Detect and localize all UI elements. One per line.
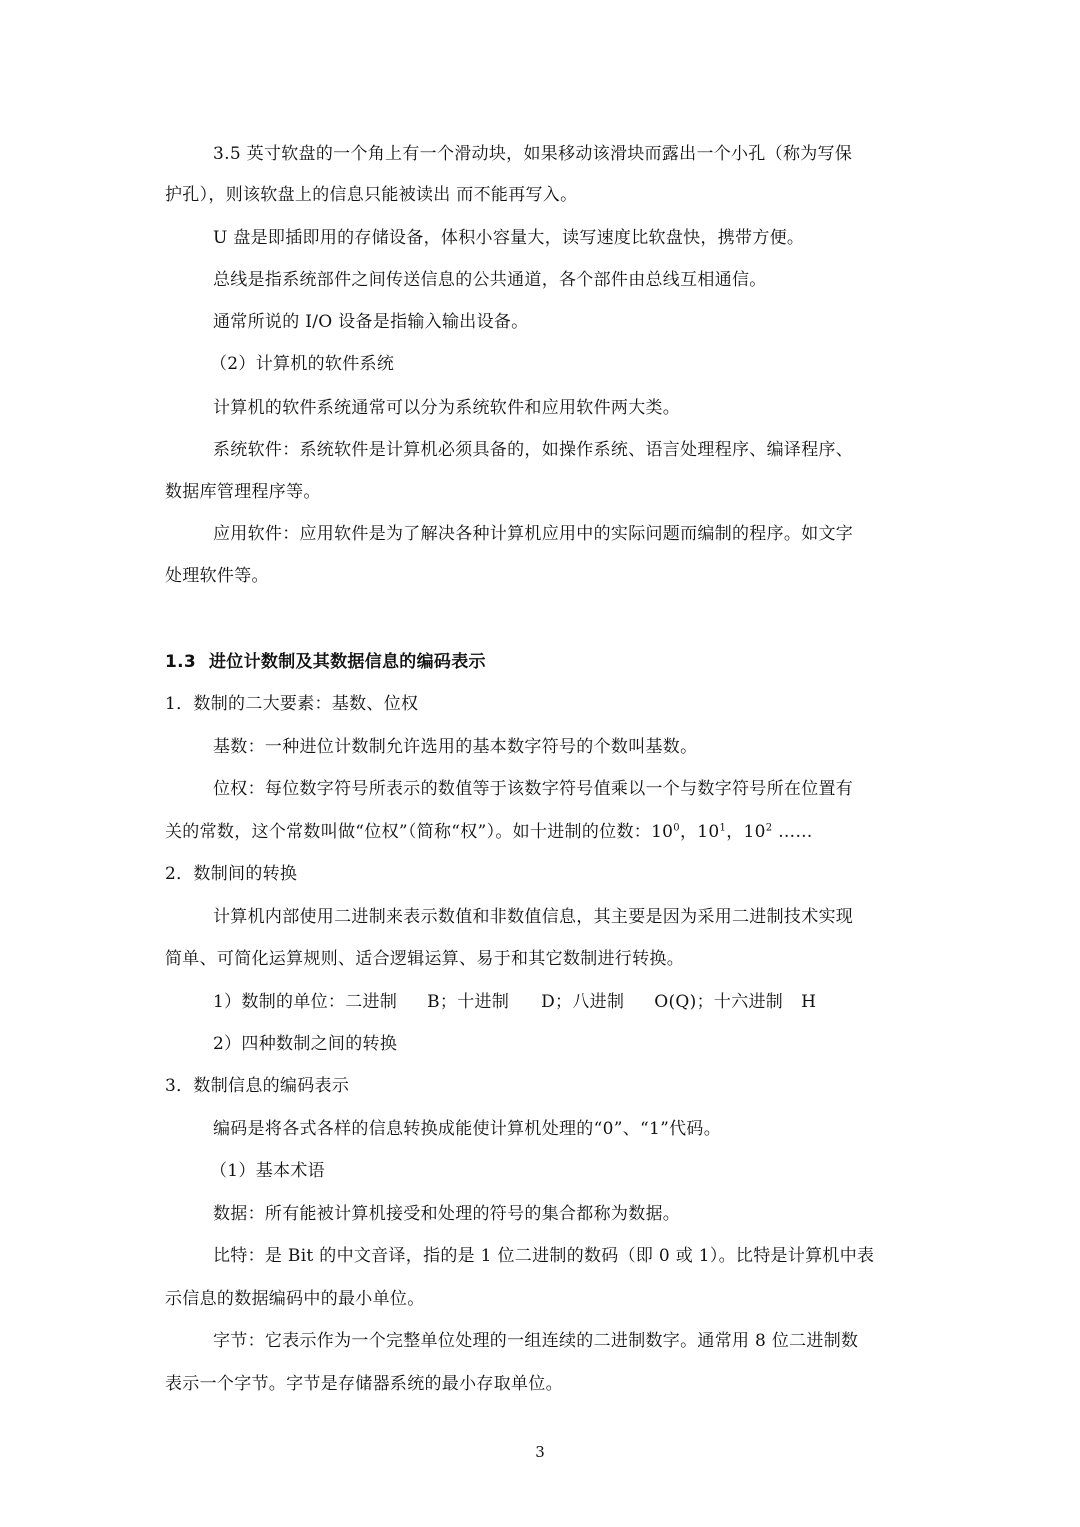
para-floppy-line2: 护孔），则该软盘上的信息只能被读出 而不能再写入。 xyxy=(165,185,578,205)
separator: ， xyxy=(679,822,698,842)
weiquan-prefix: 关的常数，这个常数叫做“位权”（简称“权”）。如十进制的位数： xyxy=(165,822,652,842)
power-base: 10 xyxy=(651,822,674,842)
para-system-software-line2: 数据库管理程序等。 xyxy=(165,482,321,502)
units-hex: H xyxy=(801,992,817,1012)
subheading-software: （2）计算机的软件系统 xyxy=(210,354,395,374)
ellipsis: …… xyxy=(772,822,813,842)
item2-title: 2．数制间的转换 xyxy=(165,864,298,884)
para-data: 数据：所有能被计算机接受和处理的符号的集合都称为数据。 xyxy=(213,1204,681,1224)
item3-title: 3．数制信息的编码表示 xyxy=(165,1076,350,1096)
power-exponent: 1 xyxy=(719,822,727,834)
para-bit-line2: 示信息的数据编码中的最小单位。 xyxy=(165,1289,425,1309)
para-jishu: 基数：一种进位计数制允许选用的基本数字符号的个数叫基数。 xyxy=(213,737,698,757)
page-number: 3 xyxy=(535,1443,545,1461)
units-octal: O(Q)；十六进制 xyxy=(654,992,784,1012)
para-weiquan-line2 xyxy=(165,820,813,844)
para-conversion-line1: 计算机内部使用二进制来表示数值和非数值信息，其主要是因为采用二进制技术实现 xyxy=(213,907,854,927)
para-software-types: 计算机的软件系统通常可以分为系统软件和应用软件两大类。 xyxy=(213,398,681,418)
section-title: 进位计数制及其数据信息的编码表示 xyxy=(209,652,486,672)
section-heading xyxy=(165,650,486,674)
units-prefix: 1）数制的单位：二进制 xyxy=(213,992,398,1012)
separator: ， xyxy=(726,822,744,842)
para-conversion-line2: 简单、可简化运算规则、适合逻辑运算、易于和其它数制进行转换。 xyxy=(165,949,684,969)
para-byte-line2: 表示一个字节。字节是存储器系统的最小存取单位。 xyxy=(165,1374,563,1394)
para-io: 通常所说的 I/O 设备是指输入输出设备。 xyxy=(213,312,529,332)
para-bit-line1: 比特：是 Bit 的中文音译，指的是 1 位二进制的数码（即 0 或 1）。比特是计算机中表 xyxy=(213,1246,875,1266)
section-number: 1.3 xyxy=(165,652,197,672)
subheading-terms: （1）基本术语 xyxy=(210,1161,325,1181)
para-app-software-line1: 应用软件：应用软件是为了解决各种计算机应用中的实际问题而编制的程序。如文字 xyxy=(213,524,854,544)
para-encoding: 编码是将各式各样的信息转换成能使计算机处理的“0”、“1”代码。 xyxy=(213,1119,721,1139)
power-exponent: 2 xyxy=(765,822,773,834)
para-units xyxy=(213,990,816,1014)
para-four-conversion: 2）四种数制之间的转换 xyxy=(213,1034,398,1054)
units-decimal: D；八进制 xyxy=(541,992,625,1012)
para-system-software-line1: 系统软件：系统软件是计算机必须具备的，如操作系统、语言处理程序、编译程序、 xyxy=(213,440,854,460)
para-floppy-line1: 3.5 英寸软盘的一个角上有一个滑动块，如果移动该滑块而露出一个小孔（称为写保 xyxy=(213,144,853,164)
units-binary: B；十进制 xyxy=(427,992,510,1012)
item1-title: 1．数制的二大要素：基数、位权 xyxy=(165,694,419,714)
power-base: 10 xyxy=(697,822,720,842)
para-app-software-line2: 处理软件等。 xyxy=(165,566,269,586)
para-weiquan-line1: 位权：每位数字符号所表示的数值等于该数字符号值乘以一个与数字符号所在位置有 xyxy=(213,779,854,799)
para-usb: U 盘是即插即用的存储设备，体积小容量大，读写速度比软盘快，携带方便。 xyxy=(213,228,805,248)
para-byte-line1: 字节：它表示作为一个完整单位处理的一组连续的二进制数字。通常用 8 位二进制数 xyxy=(213,1331,859,1351)
para-bus: 总线是指系统部件之间传送信息的公共通道，各个部件由总线互相通信。 xyxy=(213,270,767,290)
power-exponent: 0 xyxy=(673,822,680,834)
power-base: 10 xyxy=(743,822,766,842)
